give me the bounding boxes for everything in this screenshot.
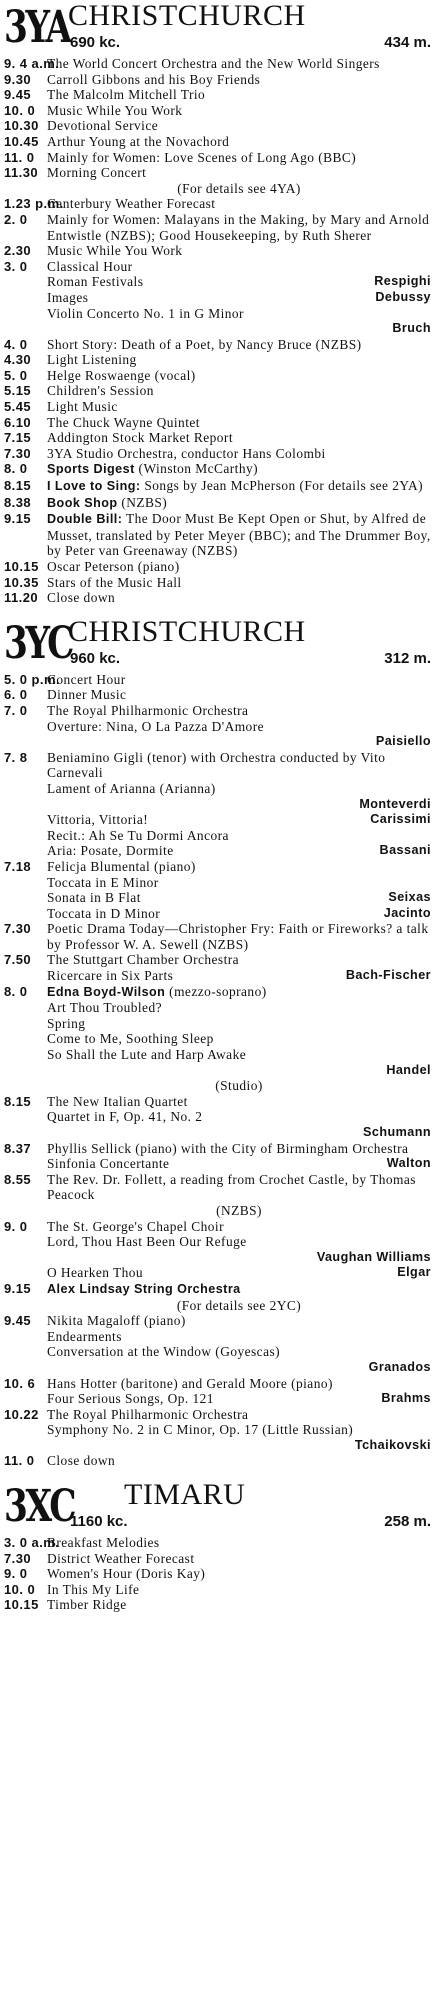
program-text: The World Concert Orchestra and the New World Singers bbox=[47, 56, 380, 71]
program-item bbox=[4, 1566, 431, 1582]
program-text: 3YA Studio Orchestra, conductor Hans Colombi bbox=[47, 445, 326, 461]
station-city: CHRISTCHURCH bbox=[68, 0, 306, 32]
program-text: Music While You Work bbox=[47, 102, 183, 118]
program-time: 1.23 p.m. bbox=[4, 196, 64, 212]
program-time: 11.30 bbox=[4, 165, 39, 181]
work-title: Overture: Nina, O La Pazza D'Amore bbox=[47, 718, 265, 734]
program-item bbox=[4, 1551, 431, 1567]
composer: Granados bbox=[368, 1359, 431, 1374]
program-time: 10. 0 bbox=[4, 1581, 36, 1597]
program-time: 8.37 bbox=[4, 1140, 32, 1156]
program-text: The Royal Philharmonic Orchestra bbox=[47, 1406, 249, 1422]
program-time: 10. 0 bbox=[4, 102, 36, 118]
program-text: Close down bbox=[47, 590, 116, 606]
program-text: Phyllis Sellick (piano) with the City of Birmingham Orchestra bbox=[47, 1140, 409, 1156]
station-callsign: 3XC bbox=[4, 1481, 75, 1533]
work-line bbox=[47, 1156, 431, 1172]
program-item bbox=[4, 859, 431, 921]
program-item bbox=[4, 1281, 431, 1313]
program-text: Poetic Drama Today—Christopher Fry: Faith or Fireworks? a talk by Professor W. A. Sewell (NZBS) bbox=[47, 921, 429, 952]
composer: Schumann bbox=[363, 1125, 431, 1139]
program-time: 9. 4 a.m. bbox=[4, 56, 60, 71]
program-time: 11. 0 bbox=[4, 1453, 35, 1469]
station-wavelength: 434 m. bbox=[384, 34, 431, 51]
program-item bbox=[4, 446, 431, 462]
program-text: Addington Stock Market Report bbox=[47, 430, 233, 446]
work-title: Recit.: Ah Se Tu Dormi Ancora bbox=[47, 827, 229, 843]
program-time: 8. 0 bbox=[4, 983, 28, 999]
program-list bbox=[4, 672, 431, 1469]
program-text: The Stuttgart Chamber Orchestra bbox=[47, 952, 240, 968]
program-time: 10.15 bbox=[4, 559, 39, 574]
work-line bbox=[47, 890, 431, 906]
program-item bbox=[4, 703, 431, 750]
program-time: 7.30 bbox=[4, 921, 32, 937]
work-title: Images bbox=[47, 289, 89, 305]
work-line bbox=[47, 290, 431, 306]
program-time: 9.45 bbox=[4, 1313, 32, 1329]
program-time: 9. 0 bbox=[4, 1566, 28, 1582]
program-item bbox=[4, 1582, 431, 1598]
program-item bbox=[4, 259, 431, 337]
station-header bbox=[4, 0, 431, 56]
program-item bbox=[4, 672, 431, 688]
station-frequency: 1160 kc. bbox=[70, 1513, 128, 1531]
program-text: The Malcolm Mitchell Trio bbox=[47, 87, 206, 103]
program-item bbox=[4, 1597, 431, 1613]
composer: Brahms bbox=[381, 1391, 431, 1406]
program-title: I Love to Sing: bbox=[47, 479, 141, 494]
program-time: 11.20 bbox=[4, 590, 39, 606]
program-text: Carroll Gibbons and his Boy Friends bbox=[47, 71, 261, 87]
work-title: Lord, Thou Hast Been Our Refuge bbox=[47, 1234, 247, 1250]
composer: Seixas bbox=[388, 890, 431, 905]
work-line bbox=[47, 968, 431, 984]
program-text: (Winston McCarthy) bbox=[138, 461, 259, 477]
program-time: 9.15 bbox=[4, 1280, 32, 1296]
program-item bbox=[4, 495, 431, 512]
program-text: Women's Hour (Doris Kay) bbox=[47, 1566, 206, 1582]
program-item bbox=[4, 134, 431, 150]
work-title: So Shall the Lute and Harp Awake bbox=[47, 1047, 247, 1063]
station-wavelength: 258 m. bbox=[384, 1513, 431, 1531]
work-title: Aria: Posate, Dormite bbox=[47, 843, 174, 859]
program-item bbox=[4, 511, 431, 559]
station-frequency: 690 kc. bbox=[70, 34, 121, 51]
program-item bbox=[4, 72, 431, 88]
composer: Bruch bbox=[392, 321, 431, 336]
program-text: Short Story: Death of a Poet, by Nancy Bruce (NZBS) bbox=[47, 336, 362, 352]
program-title: Double Bill: bbox=[47, 512, 123, 527]
program-text: Stars of the Music Hall bbox=[47, 574, 182, 590]
program-item bbox=[4, 687, 431, 703]
program-item bbox=[4, 103, 431, 119]
station-header bbox=[4, 1479, 431, 1535]
work-line bbox=[47, 843, 431, 859]
program-text: District Weather Forecast bbox=[47, 1550, 195, 1566]
program-item bbox=[4, 165, 431, 196]
program-time: 5.15 bbox=[4, 383, 32, 399]
program-time: 4. 0 bbox=[4, 336, 28, 352]
program-text: Felicja Blumental (piano) bbox=[47, 858, 196, 874]
work-title: Spring bbox=[47, 1015, 86, 1031]
program-text: Timber Ridge bbox=[47, 1597, 127, 1613]
program-item bbox=[4, 337, 431, 353]
composer: Debussy bbox=[375, 289, 431, 304]
program-item bbox=[4, 196, 431, 212]
work-title: Vittoria, Vittoria! bbox=[47, 812, 149, 828]
program-item bbox=[4, 478, 431, 495]
program-time: 7.30 bbox=[4, 1550, 32, 1566]
program-item bbox=[4, 56, 431, 72]
program-note: (NZBS) bbox=[216, 1202, 262, 1218]
composer: Tchaikovski bbox=[354, 1437, 431, 1452]
program-title: Sports Digest bbox=[47, 462, 135, 477]
work-title: Come to Me, Soothing Sleep bbox=[47, 1031, 214, 1047]
work-title: Quartet in F, Op. 41, No. 2 bbox=[47, 1109, 203, 1125]
program-item bbox=[4, 368, 431, 384]
station-wavelength: 312 m. bbox=[384, 649, 431, 667]
program-text: The St. George's Chapel Choir bbox=[47, 1218, 224, 1234]
program-item bbox=[4, 1094, 431, 1141]
program-time: 8.38 bbox=[4, 494, 32, 510]
program-item bbox=[4, 243, 431, 259]
program-text: Concert Hour bbox=[47, 671, 126, 687]
program-time: 7.18 bbox=[4, 858, 32, 874]
program-title: Book Shop bbox=[47, 495, 118, 510]
composer: Paisiello bbox=[375, 734, 431, 749]
program-text: Breakfast Melodies bbox=[47, 1535, 160, 1551]
program-item bbox=[4, 118, 431, 134]
program-text: Children's Session bbox=[47, 383, 154, 399]
program-item bbox=[4, 212, 431, 243]
program-item bbox=[4, 590, 431, 606]
program-item bbox=[4, 461, 431, 478]
composer: Elgar bbox=[397, 1265, 431, 1280]
program-item bbox=[4, 399, 431, 415]
program-text: Devotional Service bbox=[47, 118, 159, 134]
work-title: Sonata in B Flat bbox=[47, 890, 141, 906]
work-title: Art Thou Troubled? bbox=[47, 1000, 162, 1016]
program-time: 5.45 bbox=[4, 399, 32, 415]
program-text: Helge Roswaenge (vocal) bbox=[47, 367, 196, 383]
station-3xc bbox=[4, 1479, 431, 1613]
composer: Walton bbox=[386, 1156, 431, 1171]
composer: Carissimi bbox=[370, 812, 431, 827]
work-title: O Hearken Thou bbox=[47, 1265, 144, 1281]
program-time: 7.30 bbox=[4, 445, 32, 461]
work-title: Violin Concerto No. 1 in G Minor bbox=[47, 305, 244, 321]
program-time: 9.30 bbox=[4, 71, 32, 87]
program-text: Songs by Jean McPherson (For details see 2YA) bbox=[144, 478, 424, 494]
work-title: Symphony No. 2 in C Minor, Op. 17 (Little Russian) bbox=[47, 1422, 354, 1438]
program-time: 10. 6 bbox=[4, 1375, 36, 1391]
program-text: The Door Must Be Kept Open or Shut, by Alfred de Musset, translated by Peter Meyer (BBC); and The Drummer Boy, by Peter van Greenaway (NZBS) bbox=[47, 511, 431, 559]
program-title: Edna Boyd-Wilson bbox=[47, 984, 166, 999]
program-time: 9.45 bbox=[4, 87, 32, 103]
composer: Bach-Fischer bbox=[345, 968, 431, 983]
program-time: 7. 8 bbox=[4, 749, 28, 765]
program-time: 9.15 bbox=[4, 511, 32, 527]
work-title: Toccata in D Minor bbox=[47, 905, 161, 921]
program-time: 3. 0 bbox=[4, 258, 28, 274]
work-title: Roman Festivals bbox=[47, 274, 144, 290]
program-note: (For details see 2YC) bbox=[176, 1297, 302, 1313]
program-text: Mainly for Women: Malayans in the Making, by Mary and Arnold Entwistle (NZBS); Good Housekeeping, by Ruth Sherer bbox=[47, 211, 430, 243]
program-note: (Studio) bbox=[215, 1078, 263, 1094]
program-time: 8.55 bbox=[4, 1171, 32, 1187]
program-text: (mezzo-soprano) bbox=[169, 983, 267, 999]
work-title: Sinfonia Concertante bbox=[47, 1156, 170, 1172]
program-item bbox=[4, 921, 431, 952]
work-title: Endearments bbox=[47, 1328, 122, 1344]
program-text: In This My Life bbox=[47, 1581, 140, 1597]
program-time: 7.15 bbox=[4, 430, 32, 446]
program-title: Alex Lindsay String Orchestra bbox=[47, 1281, 241, 1296]
program-item bbox=[4, 383, 431, 399]
program-time: 10.30 bbox=[4, 118, 39, 134]
program-time: 3. 0 a.m. bbox=[4, 1535, 60, 1551]
program-item bbox=[4, 1172, 431, 1219]
program-text: (NZBS) bbox=[121, 494, 168, 510]
program-time: 6.10 bbox=[4, 414, 32, 430]
program-text: Dinner Music bbox=[47, 687, 127, 703]
work-line bbox=[47, 1265, 431, 1281]
program-item bbox=[4, 559, 431, 575]
program-time: 10.35 bbox=[4, 574, 39, 590]
program-item bbox=[4, 87, 431, 103]
program-item bbox=[4, 1453, 431, 1469]
composer: Vaughan Williams bbox=[316, 1249, 431, 1264]
program-item bbox=[4, 984, 431, 1094]
program-text: Light Listening bbox=[47, 352, 137, 368]
program-list bbox=[4, 56, 431, 606]
program-time: 7.50 bbox=[4, 952, 32, 968]
program-text: The Chuck Wayne Quintet bbox=[47, 414, 200, 430]
program-time: 10.45 bbox=[4, 133, 39, 149]
station-callsign: 3YC bbox=[4, 617, 73, 669]
program-time: 8.15 bbox=[4, 478, 32, 494]
program-item bbox=[4, 1313, 431, 1375]
station-city: CHRISTCHURCH bbox=[68, 614, 306, 648]
program-time: 9. 0 bbox=[4, 1218, 28, 1234]
program-time: 7. 0 bbox=[4, 702, 28, 718]
program-item bbox=[4, 750, 431, 859]
program-item bbox=[4, 150, 431, 166]
program-text: The New Italian Quartet bbox=[47, 1093, 188, 1109]
program-time: 8.15 bbox=[4, 1093, 32, 1109]
station-city: TIMARU bbox=[124, 1478, 246, 1512]
program-time: 10.15 bbox=[4, 1597, 39, 1613]
station-callsign: 3YA bbox=[4, 2, 70, 53]
work-title: Ricercare in Six Parts bbox=[47, 968, 174, 984]
composer: Handel bbox=[386, 1062, 431, 1077]
program-list bbox=[4, 1535, 431, 1613]
station-frequency: 960 kc. bbox=[70, 649, 121, 667]
program-text: Arthur Young at the Novachord bbox=[47, 133, 230, 149]
work-title: Toccata in E Minor bbox=[47, 874, 159, 890]
program-time: 5. 0 p.m. bbox=[4, 671, 61, 687]
work-line bbox=[47, 906, 431, 922]
program-time: 10.22 bbox=[4, 1406, 39, 1422]
program-item bbox=[4, 352, 431, 368]
work-line bbox=[47, 812, 431, 828]
program-text: The Royal Philharmonic Orchestra bbox=[47, 702, 249, 718]
program-item bbox=[4, 1141, 431, 1172]
program-item bbox=[4, 1535, 431, 1551]
program-text: Classical Hour bbox=[47, 258, 133, 274]
work-line bbox=[47, 1391, 431, 1407]
program-item bbox=[4, 575, 431, 591]
program-time: 6. 0 bbox=[4, 687, 28, 703]
program-item bbox=[4, 1376, 431, 1407]
station-header bbox=[4, 616, 431, 672]
program-text: The Rev. Dr. Follett, a reading from Crochet Castle, by Thomas Peacock bbox=[47, 1171, 416, 1203]
program-time: 11. 0 bbox=[4, 149, 35, 165]
station-3yc bbox=[4, 616, 431, 1469]
composer: Respighi bbox=[374, 274, 431, 289]
program-time: 2. 0 bbox=[4, 211, 28, 227]
station-3ya bbox=[4, 0, 431, 606]
program-text: Oscar Peterson (piano) bbox=[47, 559, 180, 574]
work-title: Four Serious Songs, Op. 121 bbox=[47, 1391, 214, 1407]
program-text: Light Music bbox=[47, 399, 118, 415]
program-text: Nikita Magaloff (piano) bbox=[47, 1313, 186, 1329]
work-title: Conversation at the Window (Goyescas) bbox=[47, 1344, 281, 1360]
program-time: 8. 0 bbox=[4, 461, 28, 477]
composer: Jacinto bbox=[383, 905, 431, 920]
program-item bbox=[4, 952, 431, 983]
program-item bbox=[4, 1407, 431, 1454]
program-text: Canterbury Weather Forecast bbox=[47, 196, 216, 212]
program-text: Mainly for Women: Love Scenes of Long Ago (BBC) bbox=[47, 149, 357, 165]
program-text: Music While You Work bbox=[47, 243, 183, 259]
program-time: 4.30 bbox=[4, 352, 32, 368]
program-item bbox=[4, 1219, 431, 1281]
program-time: 2.30 bbox=[4, 243, 32, 259]
program-item bbox=[4, 415, 431, 431]
work-line bbox=[47, 274, 431, 290]
program-text: Beniamino Gigli (tenor) with Orchestra conducted by Vito Carnevali bbox=[47, 749, 386, 781]
work-title: Lament of Arianna (Arianna) bbox=[47, 780, 216, 796]
program-time: 5. 0 bbox=[4, 367, 28, 383]
program-note: (For details see 4YA) bbox=[177, 180, 301, 196]
program-item bbox=[4, 430, 431, 446]
program-text: Close down bbox=[47, 1453, 116, 1469]
program-text: Hans Hotter (baritone) and Gerald Moore (piano) bbox=[47, 1375, 333, 1391]
program-text: Morning Concert bbox=[47, 165, 147, 181]
composer: Bassani bbox=[379, 843, 431, 858]
composer: Monteverdi bbox=[359, 796, 431, 811]
